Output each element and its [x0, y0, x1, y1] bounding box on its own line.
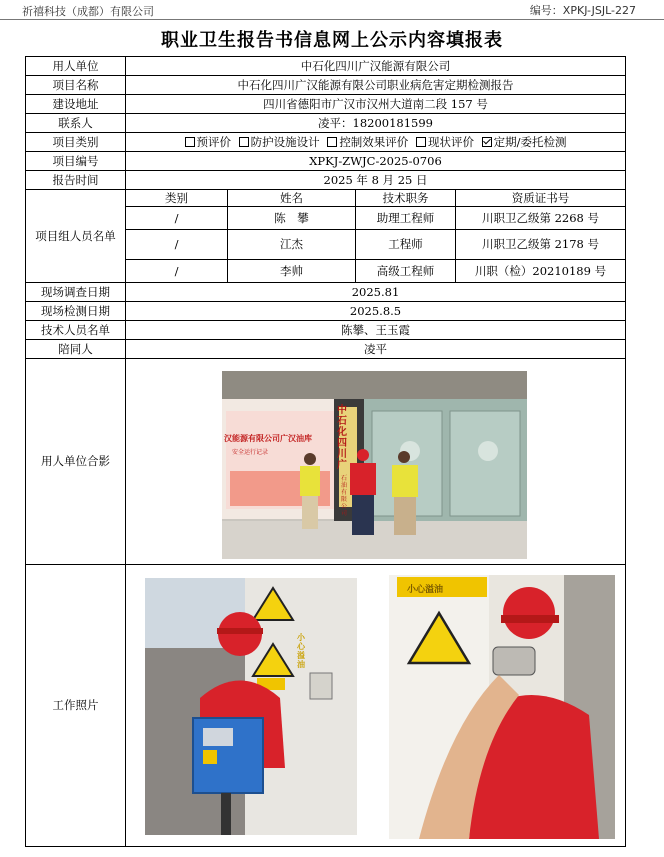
- group-photo: [222, 371, 527, 559]
- warning-text-left: 小心溢油: [297, 633, 305, 669]
- member-category: /: [126, 260, 228, 283]
- technicians-value: 陈攀、王玉霞: [126, 321, 626, 340]
- team-header-row: [26, 190, 626, 207]
- team-header-cert: 资质证书号: [456, 190, 626, 207]
- checkbox-icon: [185, 137, 195, 147]
- checkbox-icon: [239, 137, 249, 147]
- category-option-status-eval[interactable]: 现状评价: [416, 136, 474, 149]
- member-title: 助理工程师: [356, 207, 456, 230]
- project-no-label: 项目编号: [26, 152, 126, 171]
- checkbox-checked-icon: [482, 137, 492, 147]
- accompany-label: 陪同人: [26, 340, 126, 359]
- employer-label: 用人单位: [26, 57, 126, 76]
- member-name: 陈 攀: [228, 207, 356, 230]
- page-title: 职业卫生报告书信息网上公示内容填报表: [161, 30, 503, 51]
- header-rule: [0, 19, 664, 20]
- project-name-value: 中石化四川广汉能源有限公司职业病危害定期检测报告: [126, 76, 626, 95]
- member-cert: 川职（检）20210189 号: [456, 260, 626, 283]
- row-technicians: [26, 321, 626, 340]
- member-cert: 川职卫乙级第 2178 号: [456, 230, 626, 260]
- member-cert: 川职卫乙级第 2268 号: [456, 207, 626, 230]
- banner-text: 汉能源有限公司广汉油库: [224, 434, 312, 443]
- work-photo-right-illustration: [389, 575, 615, 839]
- checkbox-icon: [327, 137, 337, 147]
- row-category: [26, 133, 626, 152]
- work-photo-left: [145, 578, 357, 835]
- report-time-label: 报告时间: [26, 171, 126, 190]
- test-date-value: 2025.8.5: [126, 302, 626, 321]
- member-name: 江杰: [228, 230, 356, 260]
- project-name-label: 项目名称: [26, 76, 126, 95]
- team-header-name: 姓名: [228, 190, 356, 207]
- category-label: 项目类别: [26, 133, 126, 152]
- team-header-title: 技术职务: [356, 190, 456, 207]
- member-title: 高级工程师: [356, 260, 456, 283]
- row-report-time: [26, 171, 626, 190]
- survey-date-label: 现场调查日期: [26, 283, 126, 302]
- row-employer: [26, 57, 626, 76]
- member-category: /: [126, 207, 228, 230]
- category-options: [126, 133, 626, 152]
- row-test-date: [26, 302, 626, 321]
- member-title: 工程师: [356, 230, 456, 260]
- survey-date-value: 2025.81: [126, 283, 626, 302]
- header-company: 祈禧科技（成都）有限公司: [22, 5, 154, 18]
- row-accompany: [26, 340, 626, 359]
- warning-text-right: 小心溢油: [407, 585, 444, 595]
- group-photo-illustration: [222, 371, 527, 559]
- page-header: [0, 0, 664, 20]
- team-header-category: 类别: [126, 190, 228, 207]
- technicians-label: 技术人员名单: [26, 321, 126, 340]
- row-address: [26, 95, 626, 114]
- building-sign-text: 中石化四川广: [337, 405, 347, 471]
- group-photo-label: 用人单位合影: [26, 359, 126, 565]
- work-photo-right: [389, 575, 615, 839]
- category-option-control-eval[interactable]: 控制效果评价: [327, 136, 408, 149]
- accompany-value: 凌平: [126, 340, 626, 359]
- work-photo-left-illustration: [145, 578, 357, 835]
- project-no-value: XPKJ-ZWJC-2025-0706: [126, 152, 626, 171]
- member-category: /: [126, 230, 228, 260]
- category-option-protection-design[interactable]: 防护设施设计: [239, 136, 320, 149]
- contact-label: 联系人: [26, 114, 126, 133]
- category-option-periodic-test[interactable]: 定期/委托检测: [482, 136, 567, 149]
- row-project-no: [26, 152, 626, 171]
- contact-value: 凌平：18200181599: [126, 114, 626, 133]
- building-sign-text-2: 石油有限公司: [341, 475, 348, 517]
- member-name: 李帅: [228, 260, 356, 283]
- report-time-value: 2025 年 8 月 25 日: [126, 171, 626, 190]
- checkbox-icon: [416, 137, 426, 147]
- category-option-pre-eval[interactable]: 预评价: [185, 136, 232, 149]
- team-label: 项目组人员名单: [26, 190, 126, 283]
- test-date-label: 现场检测日期: [26, 302, 126, 321]
- row-survey-date: [26, 283, 626, 302]
- employer-value: 中石化四川广汉能源有限公司: [126, 57, 626, 76]
- header-doc-code: 编号：XPKJ-JSJL-227: [529, 4, 636, 17]
- address-label: 建设地址: [26, 95, 126, 114]
- row-contact: [26, 114, 626, 133]
- work-photos-label: 工作照片: [26, 565, 126, 847]
- banner-sub-text: 安全运行记录: [232, 449, 269, 456]
- row-project-name: [26, 76, 626, 95]
- address-value: 四川省德阳市广汉市汉州大道南二段 157 号: [126, 95, 626, 114]
